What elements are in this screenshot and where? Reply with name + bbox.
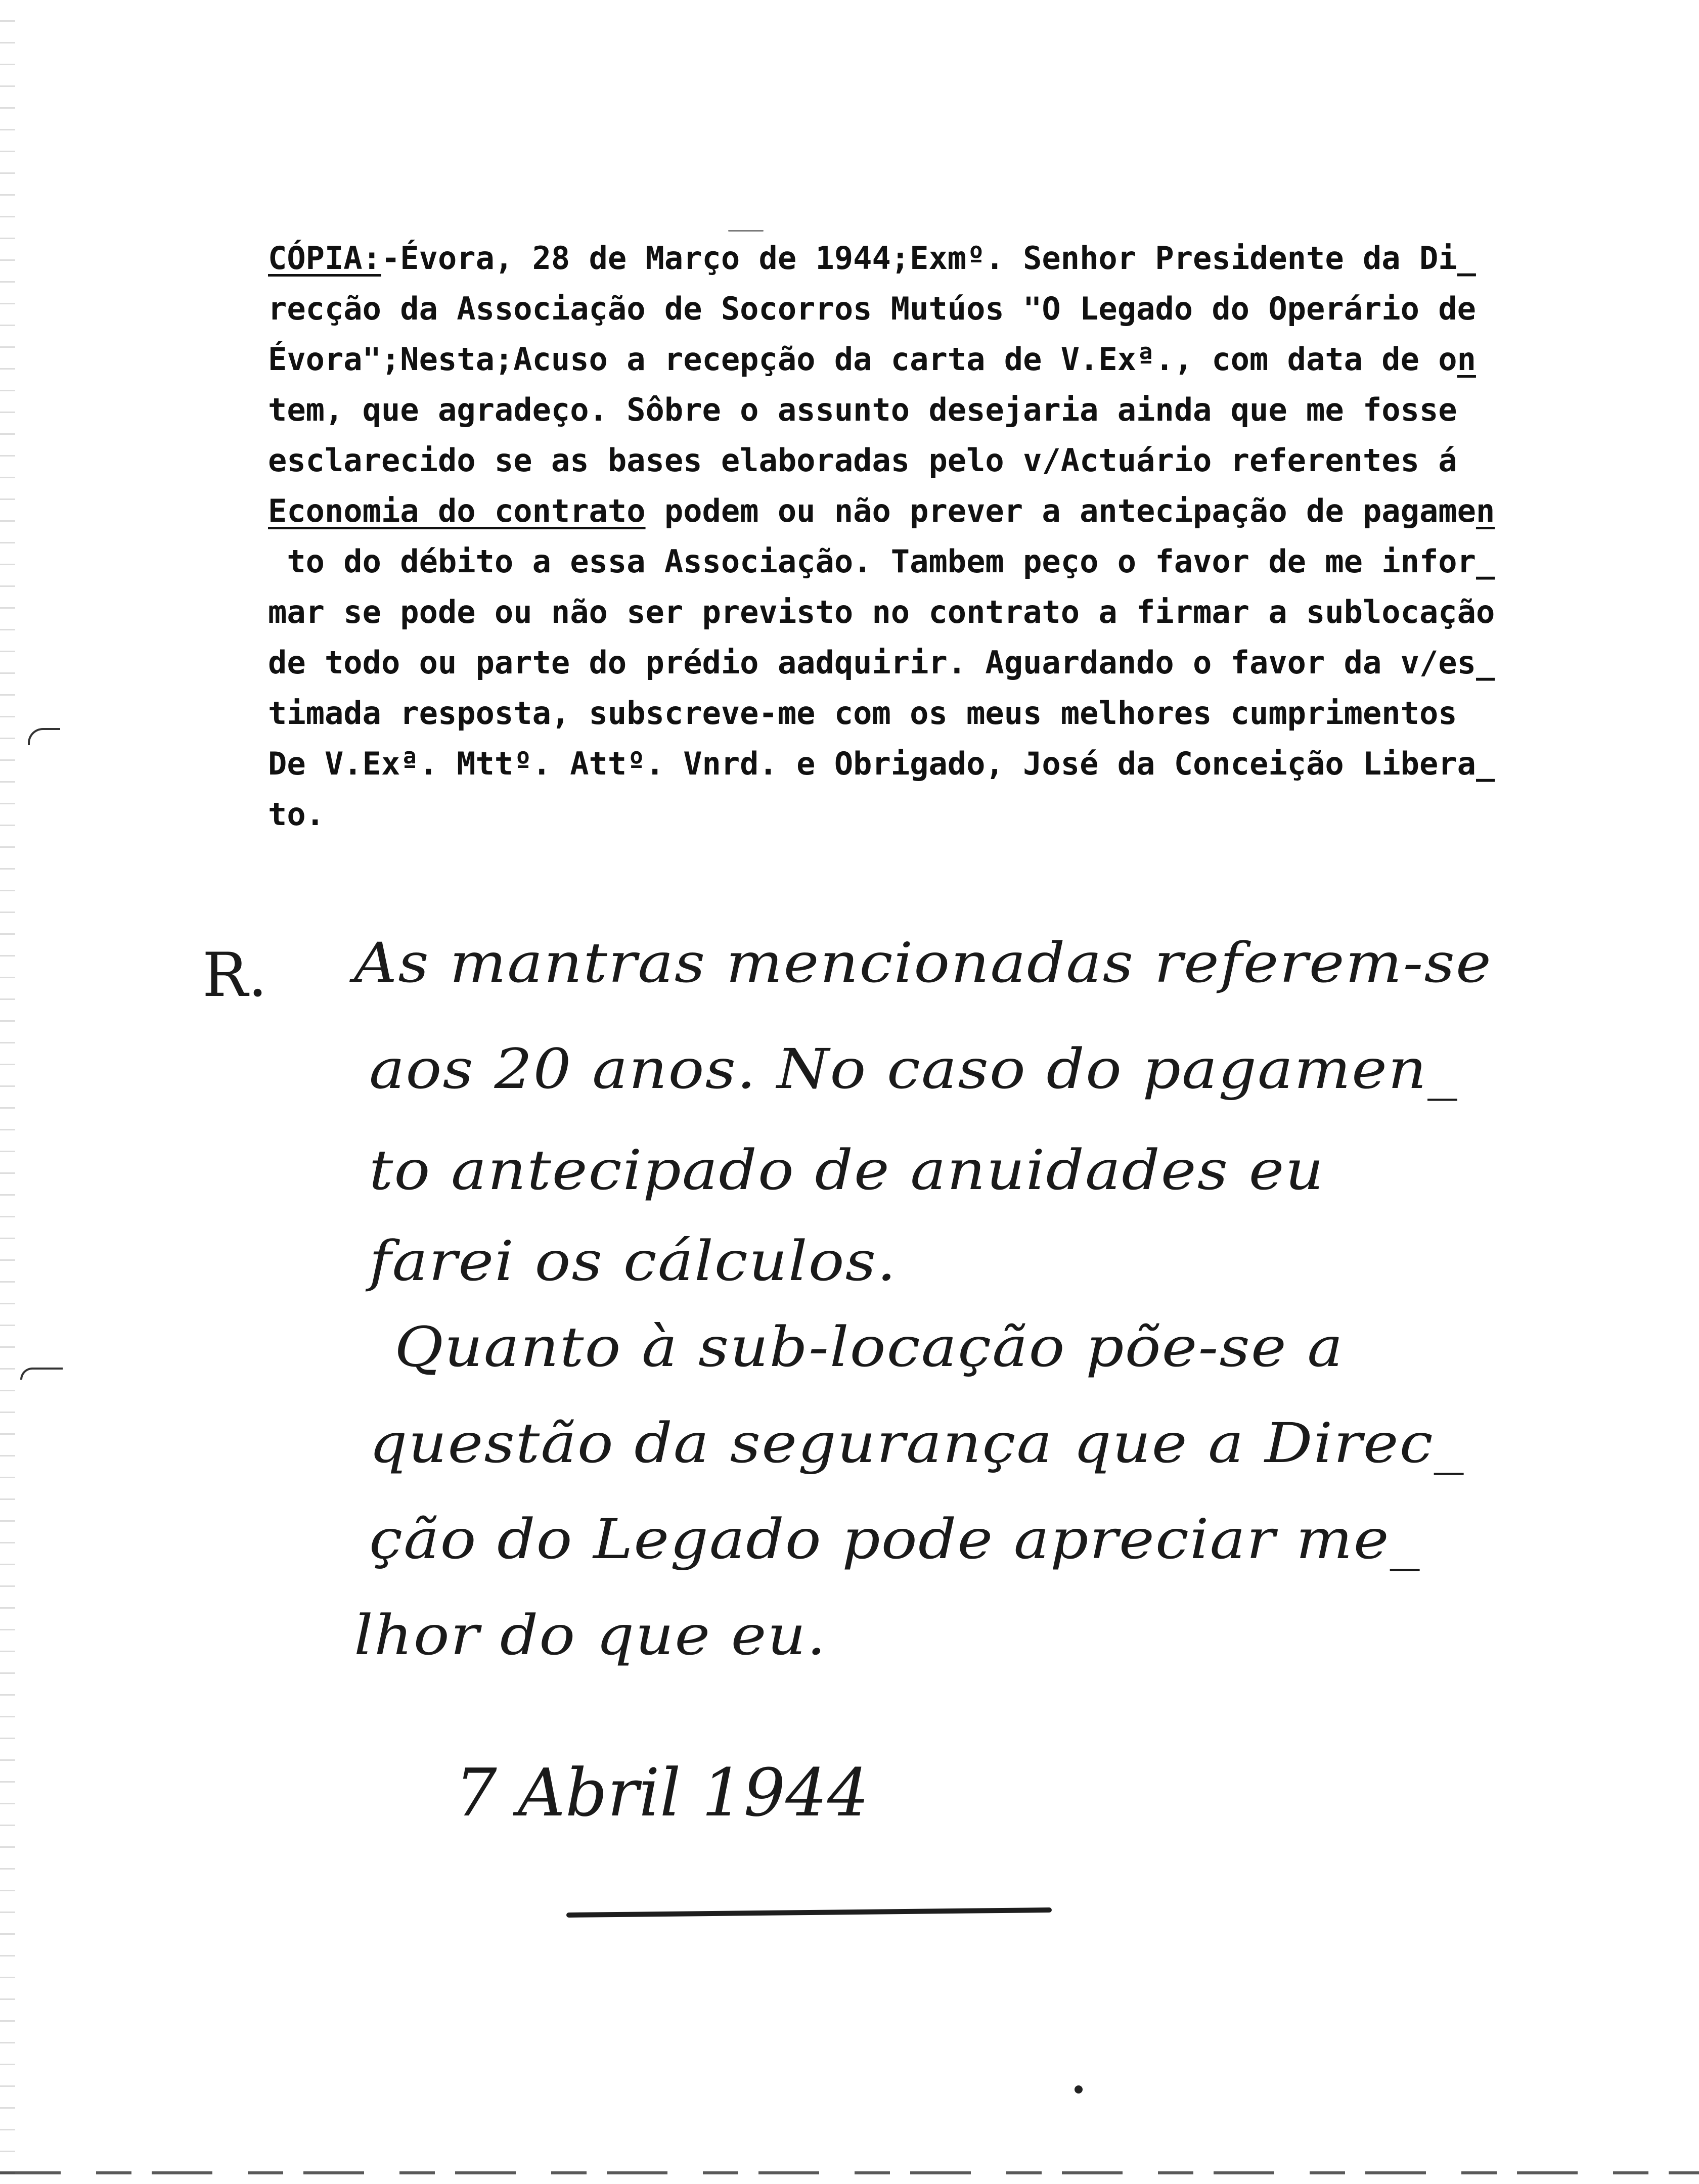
reply-line-6: questão da segurança que a Direc_ [369,1410,1465,1475]
bottom-edge-dashes [0,2171,1699,2174]
reply-line-3: to antecipado de anuidades eu [369,1138,1325,1202]
letter-line-6: Economia do contrato podem ou não prever a antecipação de pagamen [268,492,1495,529]
reply-date: 7 Abril 1944 [455,1754,869,1831]
reply-line-8: lhor do que eu. [354,1603,827,1667]
reply-line-2: aos 20 anos. No caso do pagamen_ [369,1036,1459,1101]
speck [1075,2085,1083,2094]
letter-line-4: tem, que agradeço. Sôbre o assunto desejaria ainda que me fosse [268,391,1457,428]
underlined-phrase: Economia do contrato [268,492,646,529]
letter-line-3: Évora";Nesta;Acuso a recepção da carta de V.Exª., com data de on [268,341,1476,378]
margin-mark [28,728,60,745]
letter-line-1: CÓPIA:-Évora, 28 de Março de 1944;Exmº. Senhor Presidente da Di_ [268,240,1476,277]
letter-line-7: to do débito a essa Associação. Tambem peço o favor de me infor_ [268,543,1495,580]
reply-marker: R. [202,940,267,1011]
scan-edge-noise [0,0,15,2184]
speck [728,230,764,232]
reply-line-7: ção do Legado pode apreciar me_ [369,1507,1421,1571]
letter-line-12: to. [268,796,325,833]
copy-heading: CÓPIA: [268,240,381,277]
letter-line-9: de todo ou parte do prédio aadquirir. Aguardando o favor da v/es_ [268,644,1495,681]
letter-line-8: mar se pode ou não ser previsto no contrato a firmar a sublocação [268,594,1495,630]
letter-line-5: esclarecido se as bases elaboradas pelo v/Actuário referentes á [268,442,1457,479]
letter-line-2: recção da Associação de Socorros Mutúos "O Legado do Operário de [268,290,1476,327]
margin-mark [20,1368,63,1380]
letter-line-10: timada resposta, subscreve-me com os meus melhores cumprimentos [268,695,1457,732]
reply-line-5: Quanto à sub-locação põe-se a [394,1314,1344,1379]
reply-line-4: farei os cálculos. [369,1228,897,1293]
letter-line-11: De V.Exª. Mttº. Attº. Vnrd. e Obrigado, José da Conceição Libera_ [268,745,1495,782]
reply-line-1: As mantras mencionadas referem-se [354,930,1492,995]
signature-rule [566,1907,1052,1918]
